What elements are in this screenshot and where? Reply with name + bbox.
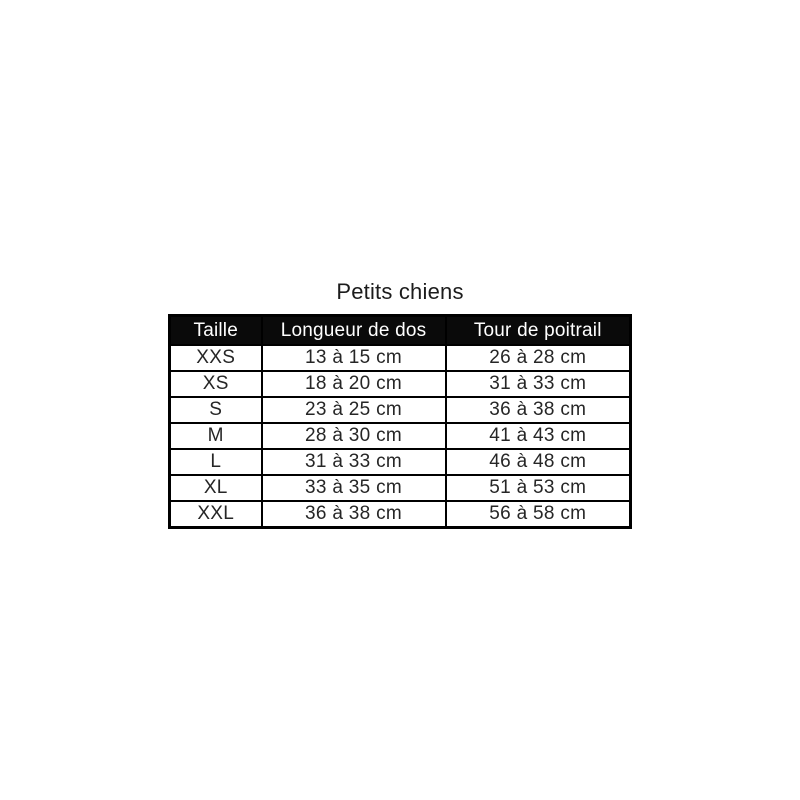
column-header-tour-de-poitrail: Tour de poitrail	[446, 316, 631, 346]
chest-girth-cell: 26 à 28 cm	[446, 345, 631, 371]
size-table	[168, 314, 632, 529]
column-header-taille: Taille	[170, 316, 262, 346]
table-row	[170, 449, 631, 475]
size-chart-section	[0, 279, 800, 529]
chest-girth-cell: 41 à 43 cm	[446, 423, 631, 449]
size-cell: XXS	[170, 345, 262, 371]
table-row	[170, 397, 631, 423]
size-cell: XL	[170, 475, 262, 501]
chest-girth-cell: 51 à 53 cm	[446, 475, 631, 501]
table-row	[170, 475, 631, 501]
table-header-row	[170, 316, 631, 346]
size-cell: S	[170, 397, 262, 423]
size-cell: M	[170, 423, 262, 449]
table-row	[170, 345, 631, 371]
back-length-cell: 33 à 35 cm	[262, 475, 446, 501]
chest-girth-cell: 31 à 33 cm	[446, 371, 631, 397]
back-length-cell: 13 à 15 cm	[262, 345, 446, 371]
table-row	[170, 423, 631, 449]
size-cell: L	[170, 449, 262, 475]
chest-girth-cell: 56 à 58 cm	[446, 501, 631, 528]
table-row	[170, 501, 631, 528]
table-row	[170, 371, 631, 397]
chart-title: Petits chiens	[336, 279, 464, 304]
column-header-longueur-de-dos: Longueur de dos	[262, 316, 446, 346]
chest-girth-cell: 36 à 38 cm	[446, 397, 631, 423]
back-length-cell: 36 à 38 cm	[262, 501, 446, 528]
size-cell: XS	[170, 371, 262, 397]
back-length-cell: 28 à 30 cm	[262, 423, 446, 449]
chest-girth-cell: 46 à 48 cm	[446, 449, 631, 475]
back-length-cell: 18 à 20 cm	[262, 371, 446, 397]
back-length-cell: 23 à 25 cm	[262, 397, 446, 423]
back-length-cell: 31 à 33 cm	[262, 449, 446, 475]
size-cell: XXL	[170, 501, 262, 528]
